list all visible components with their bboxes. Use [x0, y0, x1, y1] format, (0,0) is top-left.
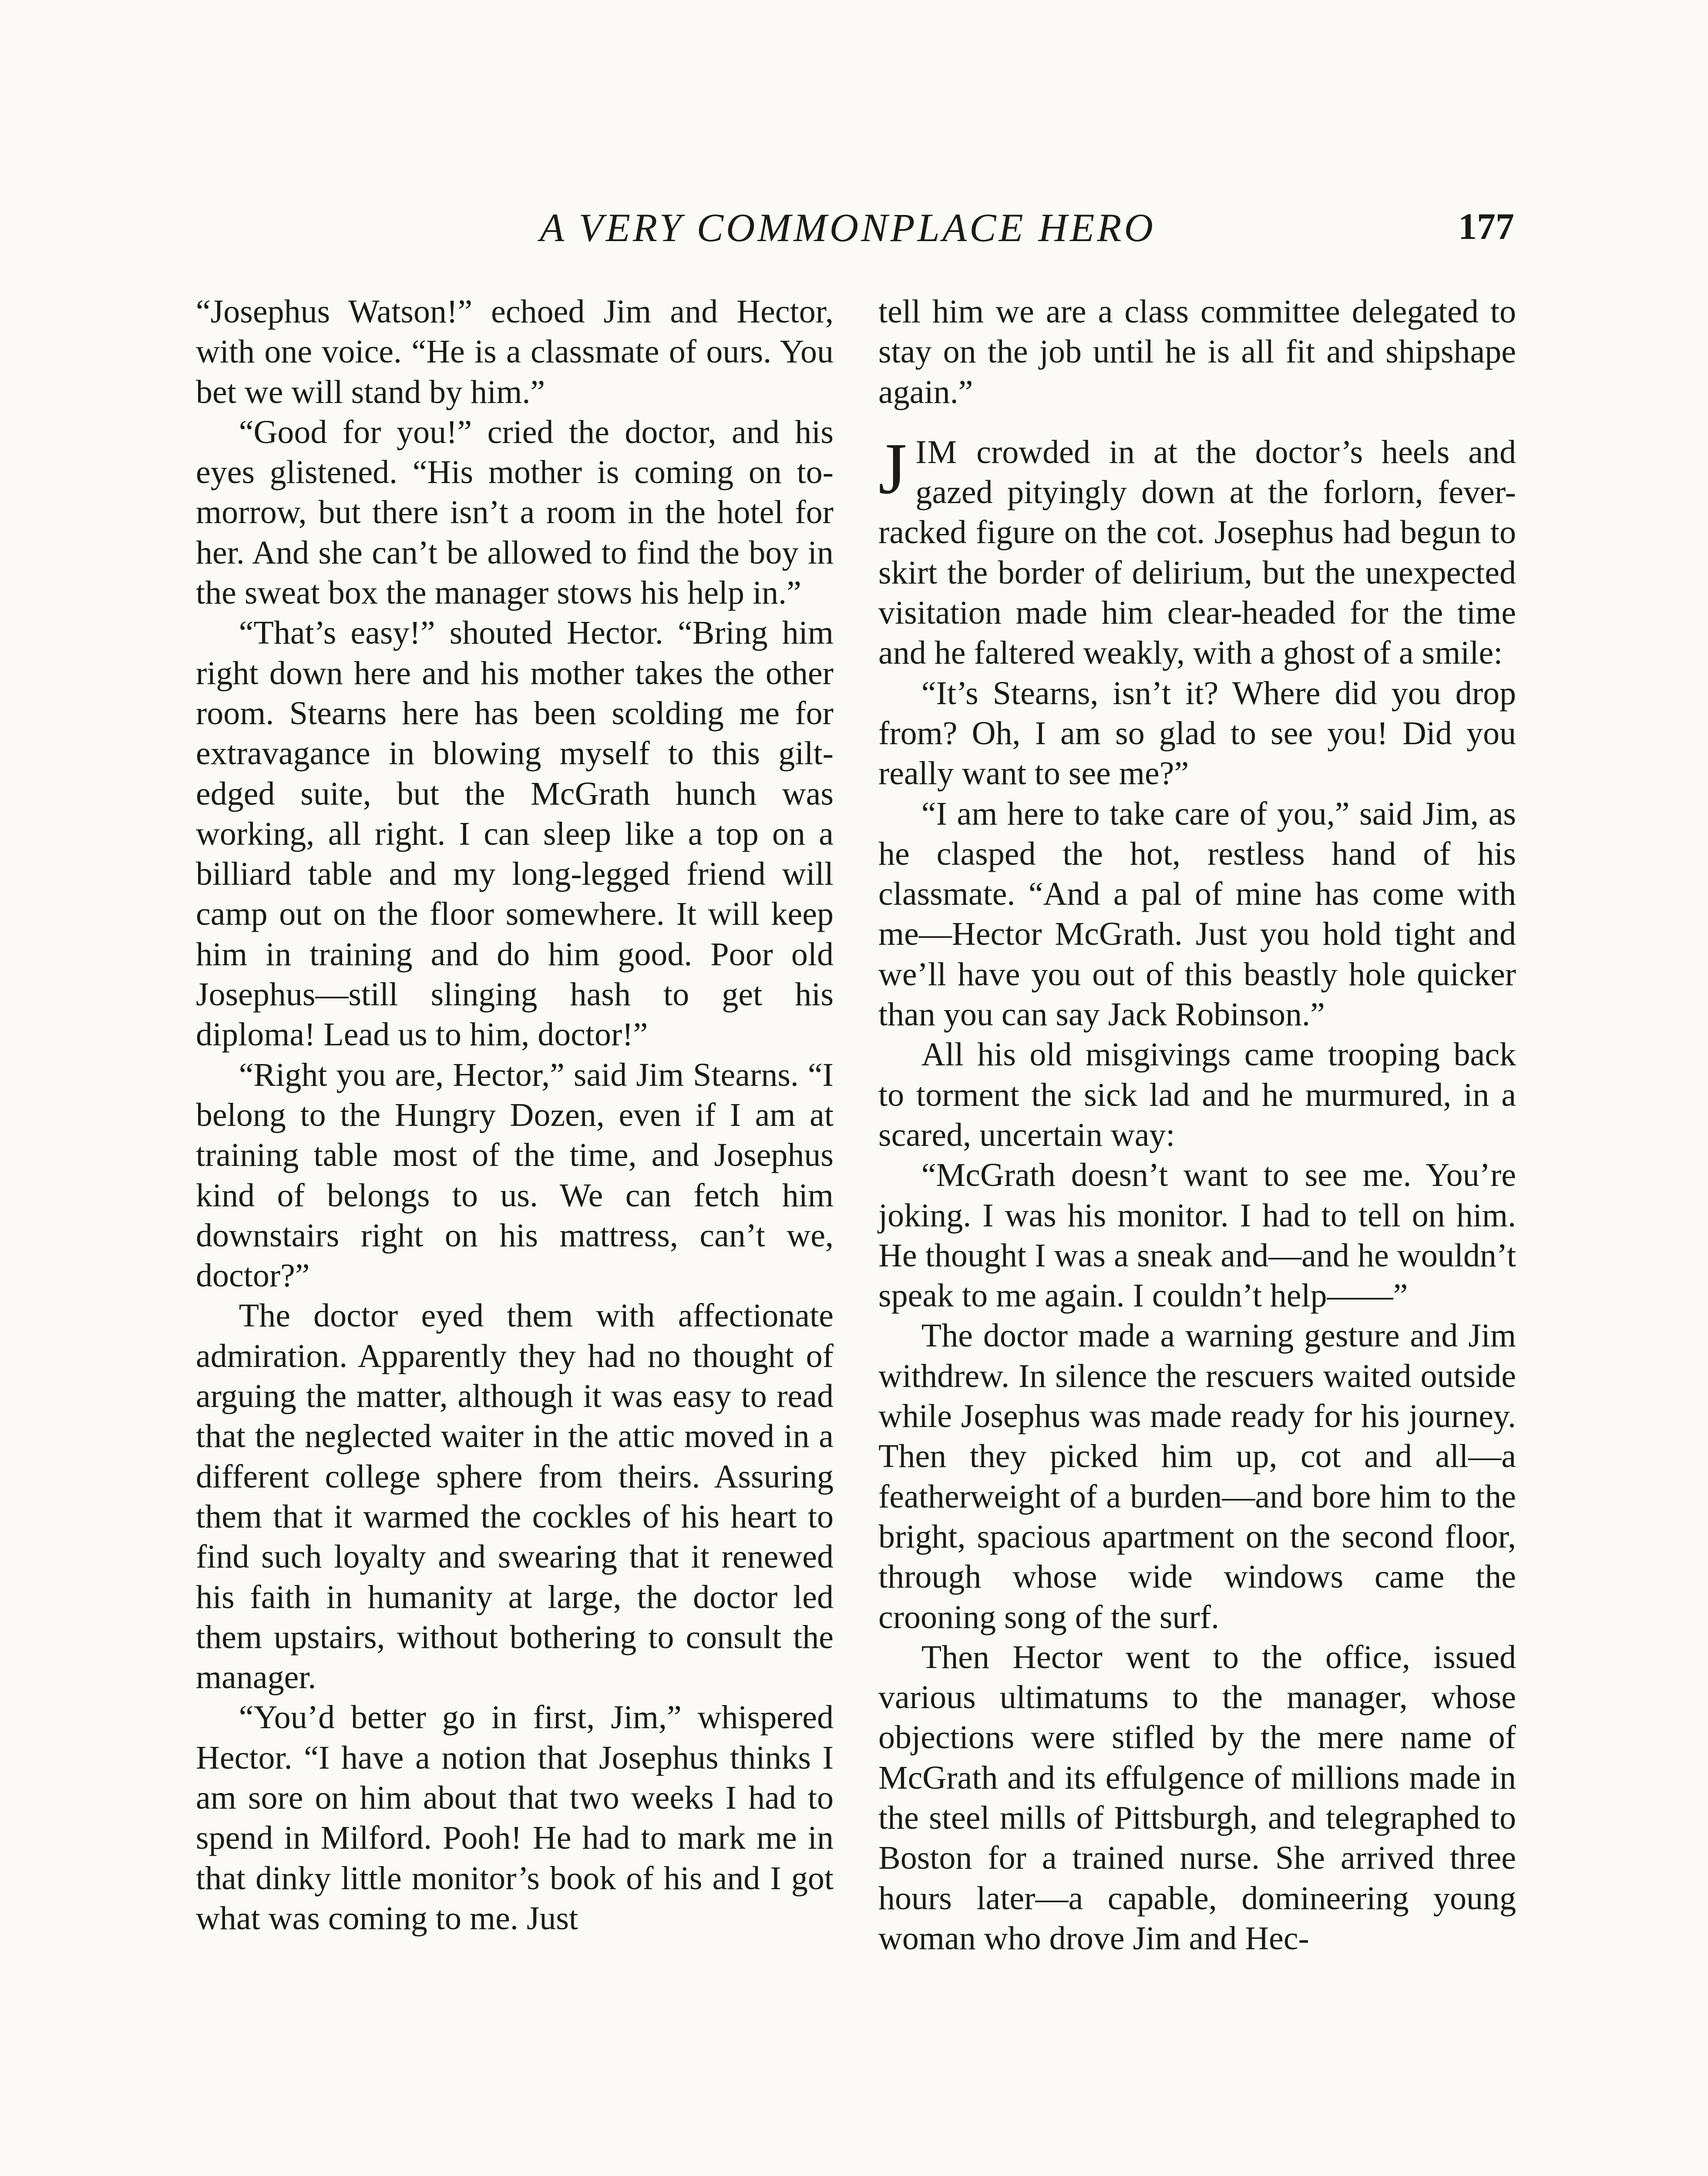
- page-number: 177: [1458, 205, 1514, 247]
- left-column: [196, 292, 834, 1938]
- section-start-text: crowded in at the doctor’s heels and gazed pityingly down at the forlorn, fever-racked figure on the cot. Josephus had begun to skirt the border of delirium, but the unexpected visitation made him clear-headed for the time and he faltered weakly, with a ghost of a smile:: [878, 433, 1516, 672]
- paragraph: “McGrath doesn’t want to see me. You’re joking. I was his monitor. I had to tell on him. He thought I was a sneak and—and he wouldn’t speak to me again. I couldn’t help——”: [878, 1157, 1516, 1314]
- drop-cap: J: [878, 428, 907, 509]
- paragraph: Then Hector went to the office, issued various ultimatums to the manager, whose objections were stifled by the mere name of McGrath and its effulgence of millions made in the steel mills of Pittsburgh, and telegraphed to Boston for a trained nurse. She arrived three hours later—a capable, domineering young woman who drove Jim and Hec-: [878, 1639, 1516, 1957]
- paragraph: “It’s Stearns, isn’t it? Where did you drop from? Oh, I am so glad to see you! Did you really want to see me?”: [878, 675, 1516, 792]
- drop-cap-rest: IM: [915, 433, 958, 470]
- paragraph: “Josephus Watson!” echoed Jim and Hector, with one voice. “He is a classmate of ours. You bet we will stand by him.”: [196, 293, 834, 410]
- right-column: [878, 292, 1516, 1958]
- paragraph: The doctor made a warning gesture and Jim withdrew. In silence the rescuers waited outside while Josephus was made ready for his journey. Then they picked him up, cot and all—a featherweight of a burden—and bore him to the bright, spacious apartment on the second floor, through whose wide windows came the crooning song of the surf.: [878, 1317, 1516, 1635]
- paragraph: “You’d better go in first, Jim,” whispered Hector. “I have a notion that Josephus thinks I am sore on him about that two weeks I had to spend in Milford. Pooh! He had to mark me in that dinky little monitor’s book of his and I got what was coming to me. Just: [196, 1699, 834, 1937]
- running-title: A VERY COMMONPLACE HERO: [540, 205, 1156, 250]
- paragraph: “Right you are, Hector,” said Jim Stearns. “I belong to the Hungry Dozen, even if I am at training table most of the time, and Josephus kind of belongs to us. We can fetch him downstairs right on his mattress, can’t we, doctor?”: [196, 1056, 834, 1294]
- paragraph: The doctor eyed them with affectionate admiration. Apparently they had no thought of arguing the matter, although it was easy to read that the neglected waiter in the attic moved in a different college sphere from theirs. Assuring them that it warmed the cockles of his heart to find such loyalty and swearing that it renewed his faith in humanity at large, the doctor led them upstairs, without bothering to consult the manager.: [196, 1297, 834, 1696]
- continuation-paragraph: tell him we are a class committee delegated to stay on the job until he is all fit and shipshape again.”: [878, 293, 1516, 410]
- paragraph: “Good for you!” cried the doctor, and his eyes glistened. “His mother is coming on to-morrow, but there isn’t a room in the hotel for her. And she can’t be allowed to find the boy in the sweat box the manager stows his help in.”: [196, 413, 834, 611]
- page-header: [0, 205, 1708, 257]
- paragraph: “That’s easy!” shouted Hector. “Bring him right down here and his mother takes the other room. Stearns here has been scolding me for extravagance in blowing myself to this gilt-edged suite, but the McGrath hunch was working, all right. I can sleep like a top on a billiard table and my long-legged friend will camp out on the floor somewhere. It will keep him in training and do him good. Poor old Josephus—still slinging hash to get his diploma! Lead us to him, doctor!”: [196, 615, 834, 1053]
- paragraph: “I am here to take care of you,” said Jim, as he clasped the hot, restless hand of his classmate. “And a pal of mine has come with me—Hector McGrath. Just you hold tight and we’ll have you out of this beastly hole quicker than you can say Jack Robinson.”: [878, 795, 1516, 1033]
- section-start-paragraph: [878, 428, 1516, 673]
- paragraph: All his old misgivings came trooping back to torment the sick lad and he murmured, in a scared, uncertain way:: [878, 1036, 1516, 1153]
